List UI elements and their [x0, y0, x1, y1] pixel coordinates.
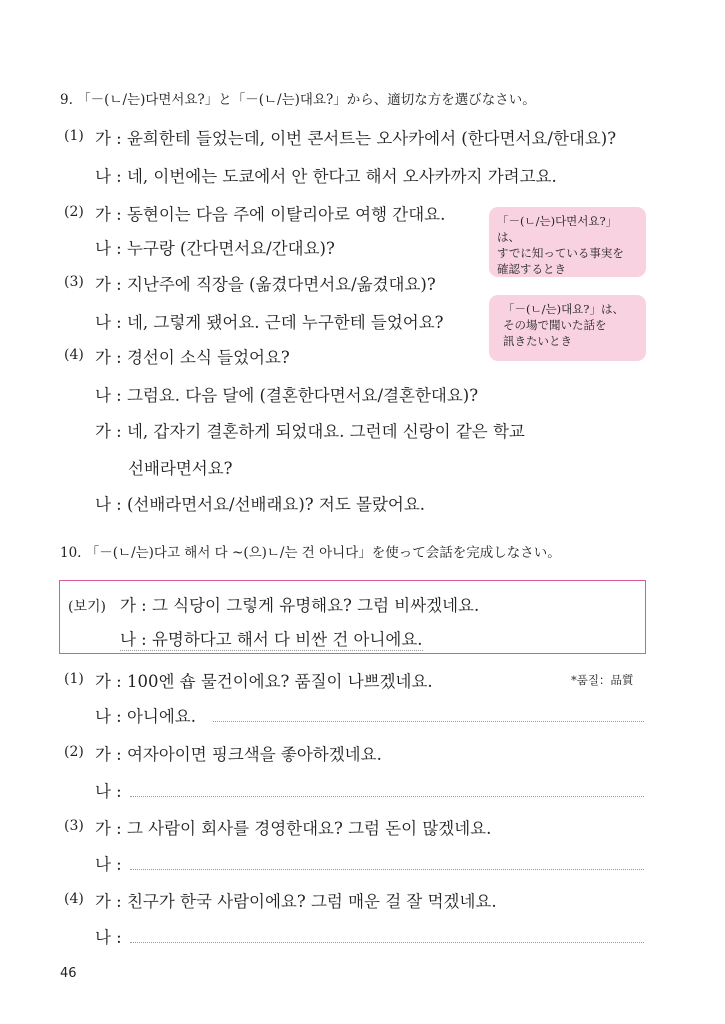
dialog-line: 나 : 아니에요.: [95, 707, 196, 726]
item-number: (2): [64, 744, 84, 760]
dialog-line: 가 : 친구가 한국 사람이에요? 그럼 매운 걸 잘 먹겠네요.: [95, 892, 497, 911]
item-number: (3): [64, 818, 84, 834]
answer-line[interactable]: [130, 796, 644, 797]
item-number: (3): [64, 274, 84, 290]
grammar-note: [489, 207, 646, 277]
example-label: (보기): [68, 599, 106, 615]
dialog-line: 선배라면서요?: [128, 459, 233, 478]
dialog-line: 나 : 네, 그렇게 됐어요. 근데 누구한테 들었어요?: [95, 313, 444, 332]
note-line: 確認するとき: [497, 262, 566, 276]
note-line: その場で聞いた話を: [503, 318, 607, 332]
example-line: 가 : 그 식당이 그렇게 유명해요? 그럼 비싸겠네요.: [120, 596, 480, 615]
question-10-title: 10. 「－(ㄴ/는)다고 해서 다 ~(으)ㄴ/는 건 아니다」を使って会話を完成しなさい。: [60, 545, 561, 561]
note-line: すでに知っている事実を: [497, 246, 624, 260]
item-number: (4): [64, 347, 84, 363]
item-number: (4): [64, 891, 84, 907]
dialog-line: 가 : 동현이는 다음 주에 이탈리아로 여행 간대요.: [95, 205, 446, 224]
dialog-line: 가 : 네, 갑자기 결혼하게 되었대요. 그런데 신랑이 같은 학교: [95, 422, 525, 441]
item-number: (2): [64, 204, 84, 220]
dialog-line: 가 : 지난주에 직장을 (옮겼다면서요/옮겼대요)?: [95, 275, 436, 294]
dialog-line: 나 : 네, 이번에는 도쿄에서 안 한다고 해서 오사카까지 가려고요.: [95, 167, 557, 186]
item-number: (1): [64, 671, 84, 687]
question-9-title: 9. 「－(ㄴ/는)다면서요?」と「－(ㄴ/는)대요?」から、適切な方を選びなさい。: [60, 92, 536, 108]
dialog-line: 가 : 100엔 숍 물건이에요? 품질이 나쁘겠네요.: [95, 672, 433, 691]
grammar-note: [489, 295, 646, 361]
answer-line[interactable]: [130, 869, 644, 870]
dialog-line: 나 : 그럼요. 다음 달에 (결혼한다면서요/결혼한대요)?: [95, 386, 479, 405]
example-line: 나 : 유명하다고 해서 다 비싼 건 아니에요.: [120, 626, 423, 651]
dialog-line: 나 : 누구랑 (간다면서요/간대요)?: [95, 239, 335, 258]
dialog-line: 나 :: [95, 928, 122, 947]
answer-line[interactable]: [213, 721, 644, 722]
item-number: (1): [64, 128, 84, 144]
footnote: *품질：品質: [571, 673, 634, 687]
dialog-line: 나 :: [95, 855, 122, 874]
dialog-line: 가 : 여자아이면 핑크색을 좋아하겠네요.: [95, 745, 382, 764]
dialog-line: 가 : 윤희한테 들었는데, 이번 콘서트는 오사카에서 (한다면서요/한대요)?: [95, 129, 617, 148]
dialog-line: 가 : 그 사람이 회사를 경영한대요? 그럼 돈이 많겠네요.: [95, 819, 492, 838]
answer-line[interactable]: [130, 942, 644, 943]
dialog-line: 나 : (선배라면서요/선배래요)? 저도 몰랐어요.: [95, 495, 426, 514]
dialog-line: 나 :: [95, 782, 122, 801]
note-line: 「－(ㄴ/는)대요?」は、: [503, 302, 624, 316]
dialog-line: 가 : 경선이 소식 들었어요?: [95, 348, 290, 367]
page-number: 46: [60, 966, 77, 981]
note-line: 訊きたいとき: [503, 334, 572, 348]
note-line: 「－(ㄴ/는)다면서요?」は、: [497, 214, 618, 244]
